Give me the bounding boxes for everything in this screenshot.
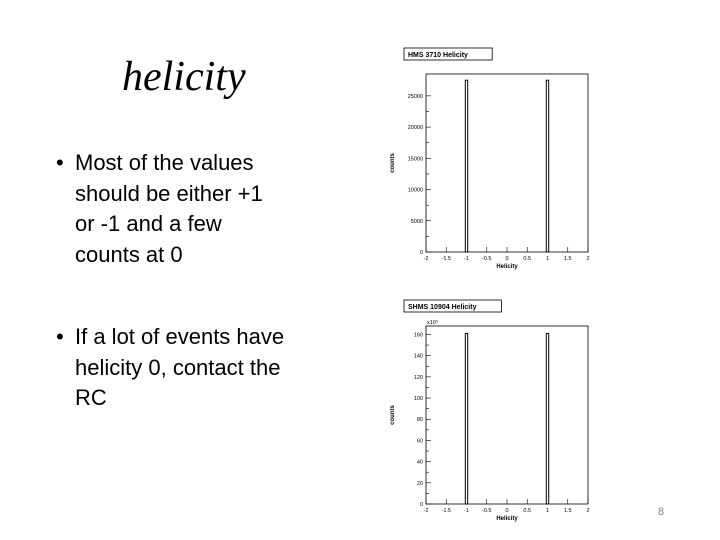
x-tick-label: -2 bbox=[423, 256, 429, 262]
x-axis-label: Helicity bbox=[496, 516, 518, 522]
x-tick-label: -0.5 bbox=[482, 508, 492, 514]
x-tick-label: 0.5 bbox=[523, 508, 532, 514]
y-tick-label: 120 bbox=[413, 374, 423, 381]
x-axis-label: Helicity bbox=[496, 264, 518, 270]
bullet-list bbox=[56, 148, 286, 414]
shms-helicity-chart bbox=[380, 296, 600, 526]
y-tick-label: 5000 bbox=[410, 218, 423, 225]
y-tick-label: 100 bbox=[413, 396, 423, 403]
y-axis-label: counts bbox=[390, 405, 396, 425]
plot-frame bbox=[426, 74, 588, 252]
histogram-bar bbox=[465, 333, 467, 504]
x-tick-label: 1.5 bbox=[563, 508, 572, 514]
y-scale-note: x10³ bbox=[427, 320, 438, 326]
y-tick-label: 20000 bbox=[407, 125, 423, 132]
x-tick-label: 0 bbox=[505, 508, 509, 514]
y-tick-label: 80 bbox=[416, 417, 423, 424]
page-number: 8 bbox=[657, 506, 664, 518]
chart-title: HMS 3710 Helicity bbox=[408, 52, 468, 59]
hms-helicity-plot bbox=[380, 44, 600, 274]
x-tick-label: 0.5 bbox=[523, 256, 532, 262]
y-tick-label: 0 bbox=[419, 502, 423, 508]
y-tick-label: 0 bbox=[419, 250, 423, 256]
slide-title: helicity bbox=[122, 54, 246, 100]
y-axis-label: counts bbox=[390, 153, 396, 173]
bullet-item: • If a lot of events have helicity 0, contact the RC bbox=[56, 322, 286, 414]
x-tick-label: 0 bbox=[505, 256, 509, 262]
x-tick-label: -2 bbox=[423, 508, 429, 514]
x-tick-label: 1 bbox=[545, 256, 550, 262]
x-tick-label: 2 bbox=[586, 508, 590, 514]
hms-helicity-chart bbox=[380, 44, 600, 274]
x-tick-label: 2 bbox=[586, 256, 590, 262]
histogram-bar bbox=[546, 333, 548, 504]
histogram-bar bbox=[546, 80, 548, 252]
x-tick-label: -1 bbox=[464, 508, 469, 514]
y-tick-label: 60 bbox=[416, 438, 423, 445]
y-tick-label: 40 bbox=[416, 459, 423, 466]
chart-title: SHMS 10904 Helicity bbox=[408, 304, 477, 311]
shms-helicity-plot bbox=[380, 296, 600, 526]
histogram-bar bbox=[465, 80, 467, 252]
y-tick-label: 10000 bbox=[407, 187, 423, 194]
x-tick-label: 1.5 bbox=[563, 256, 572, 262]
x-tick-label: -1.5 bbox=[441, 508, 451, 514]
y-tick-label: 140 bbox=[413, 353, 423, 360]
x-tick-label: -1 bbox=[464, 256, 469, 262]
x-tick-label: -0.5 bbox=[482, 256, 492, 262]
y-tick-label: 25000 bbox=[407, 93, 423, 100]
x-tick-label: -1.5 bbox=[441, 256, 451, 262]
bullet-item: • Most of the values should be either +1 or -1 and a few counts at 0 bbox=[56, 148, 286, 270]
x-tick-label: 1 bbox=[545, 508, 550, 514]
y-tick-label: 15000 bbox=[407, 156, 423, 163]
y-tick-label: 160 bbox=[413, 332, 423, 339]
y-tick-label: 20 bbox=[416, 480, 423, 487]
plot-frame bbox=[426, 326, 588, 504]
